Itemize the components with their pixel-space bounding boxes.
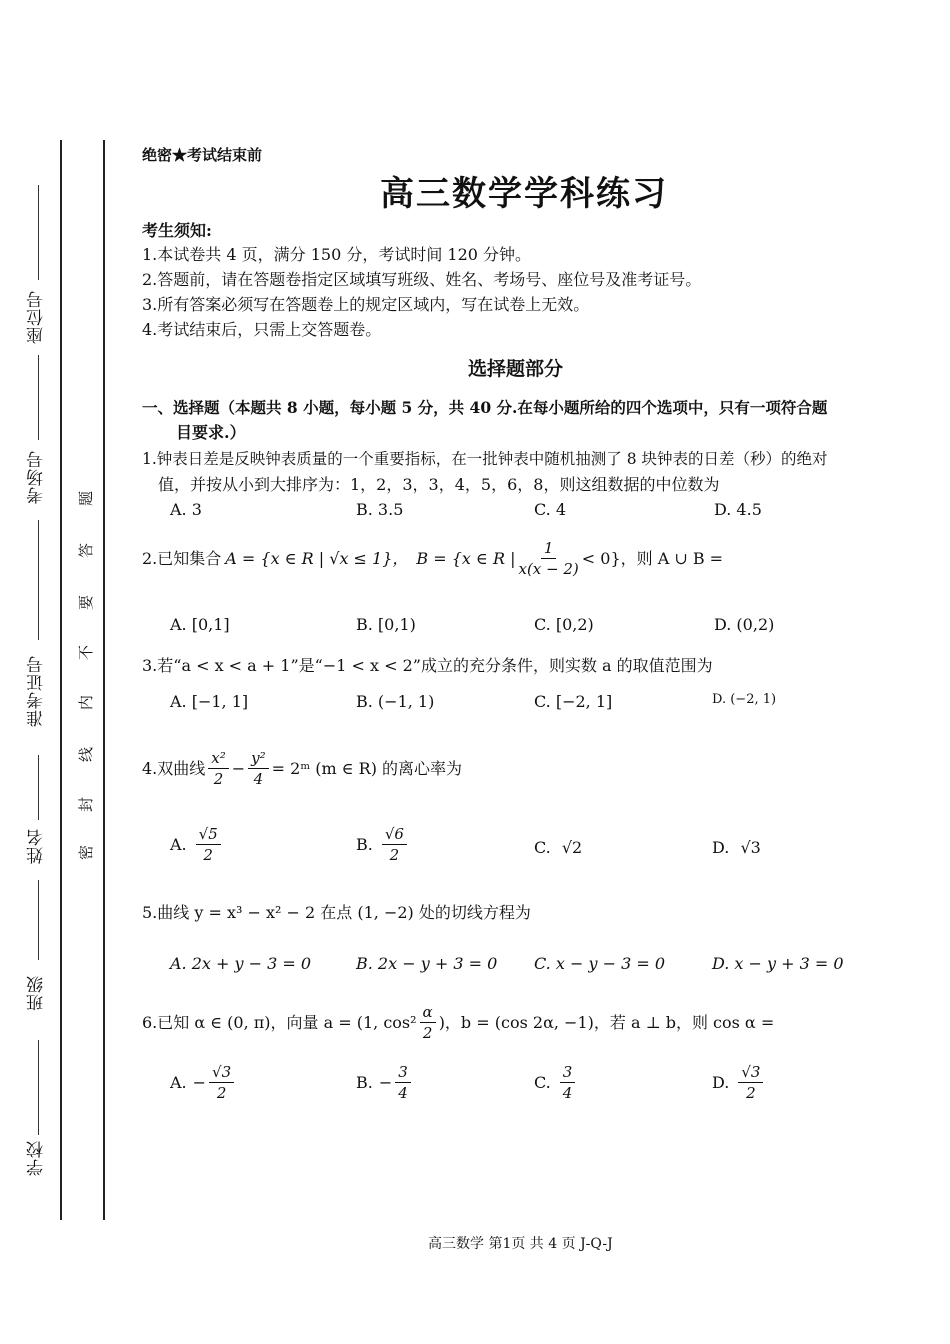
question-5-text: 5.曲线 y = x³ − x² − 2 在点 (1, −2) 处的切线方程为 <box>142 903 531 922</box>
q4-fraction-2 <box>248 748 269 789</box>
confidential-mark: 绝密★考试结束前 <box>142 146 263 164</box>
school-underline <box>38 1040 39 1135</box>
school-label: 学校 <box>27 1140 47 1176</box>
section-intro: 一、选择题（本题共 8 小题，每小题 5 分，共 40 分.在每小题所给的四个选项中，只有一项符合题 <box>142 398 828 417</box>
seal-char: 答 <box>77 542 96 559</box>
q4-option-c-label: C. <box>534 838 551 857</box>
q1-option-a: A. 3 <box>170 500 202 519</box>
q4-f2-den: 4 <box>253 770 264 788</box>
q1-option-c: C. 4 <box>534 500 567 519</box>
seal-char: 封 <box>77 796 96 813</box>
q2-set-b-post: < 0}，则 A ∪ B = <box>581 549 724 568</box>
seal-char: 不 <box>77 644 96 661</box>
q4-option-c-value: √2 <box>561 838 583 857</box>
section-title: 选择题部分 <box>468 358 564 380</box>
frac-num: 3 <box>560 1062 576 1083</box>
question-4-text <box>142 748 462 789</box>
frac-num: √3 <box>738 1062 763 1083</box>
frac-den: 2 <box>746 1084 756 1102</box>
q6-option-d-label: D. <box>712 1073 730 1092</box>
q6-frac-den: 2 <box>422 1024 433 1042</box>
q3-option-d: D. (−2, 1) <box>712 692 777 707</box>
q3-option-a: A. [−1, 1] <box>170 692 249 711</box>
q2-frac-num: 1 <box>541 538 557 559</box>
q3-option-c: C. [−2, 1] <box>534 692 613 711</box>
q6-option-d <box>712 1062 766 1103</box>
notice-heading: 考生须知: <box>142 221 212 240</box>
q5-option-b: B. 2x − y + 3 = 0 <box>356 954 498 973</box>
frac-den: 2 <box>389 846 400 864</box>
q2-frac-den: x(x − 2) <box>518 560 579 578</box>
q5-option-d: D. x − y + 3 = 0 <box>712 954 844 973</box>
frac-den: 4 <box>562 1084 573 1102</box>
frac-den: 2 <box>203 846 213 864</box>
q6-option-c-label: C. <box>534 1073 551 1092</box>
frac-num: √5 <box>196 824 221 845</box>
q2-option-b: B. [0,1) <box>356 615 416 634</box>
room-underline <box>38 355 39 440</box>
q2-set-a: A = {x ∈ R | √x ≤ 1}， <box>225 549 409 568</box>
seal-char: 线 <box>77 746 96 763</box>
q6-prefix: 6.已知 α ∈ (0, π)，向量 a = (1, cos² <box>142 1013 417 1032</box>
class-underline <box>38 880 39 960</box>
q1-option-d: D. 4.5 <box>714 500 762 519</box>
q4-option-b-label: B. <box>356 835 373 854</box>
frac-num: √3 <box>209 1062 234 1083</box>
q6-option-b-label: B. <box>356 1073 373 1092</box>
page-footer: 高三数学 第1页 共 4 页 J-Q-J <box>428 1236 613 1252</box>
page-title: 高三数学学科练习 <box>380 174 668 214</box>
notice-item: 3.所有答案必须写在答题卷上的规定区域内，写在试卷上无效。 <box>142 295 590 314</box>
q6-option-c <box>534 1062 578 1103</box>
q2-prefix: 2.已知集合 <box>142 549 222 568</box>
q4-option-b <box>356 824 410 865</box>
question-1-text: 1.钟表日差是反映钟表质量的一个重要指标，在一批钟表中随机抽测了 8 块钟表的日差（秒）的绝对 <box>142 450 828 468</box>
question-1-text: 值，并按从小到大排序为：1，2，3，3，4，5，6，8，则这组数据的中位数为 <box>158 475 720 494</box>
q2-set-b-pre: B = {x ∈ R | <box>416 549 516 568</box>
q6-option-a-sign: − <box>192 1073 207 1092</box>
q5-option-c: C. x − y − 3 = 0 <box>534 954 665 973</box>
question-3-text: 3.若“a < x < a + 1”是“−1 < x < 2”成立的充分条件，则实数 a 的取值范围为 <box>142 656 713 675</box>
notice-item: 2.答题前，请在答题卷指定区域填写班级、姓名、考场号、座位号及准考证号。 <box>142 270 702 289</box>
notice-item: 4.考试结束后，只需上交答题卷。 <box>142 320 382 339</box>
q2-option-c: C. [0,2) <box>534 615 594 634</box>
q6-suffix: )，b = (cos 2α, −1)，若 a ⊥ b，则 cos α = <box>438 1013 775 1032</box>
room-label: 考场号 <box>27 450 47 504</box>
q4-option-c <box>534 838 582 857</box>
seal-char: 要 <box>77 594 96 611</box>
q6-option-b-frac <box>395 1062 411 1103</box>
q4-prefix: 4.双曲线 <box>142 759 206 778</box>
q4-fraction-1 <box>208 748 228 789</box>
q6-fraction <box>420 1002 436 1043</box>
q4-option-a-frac <box>196 824 221 865</box>
question-2-text <box>142 538 723 579</box>
q4-option-a <box>170 824 224 865</box>
q4-f1-num: x² <box>208 748 228 769</box>
frac-den: 4 <box>398 1084 408 1102</box>
ticket-label: 准考证号 <box>27 655 47 727</box>
class-label: 班级 <box>27 975 47 1011</box>
q6-option-c-frac <box>560 1062 576 1103</box>
q6-option-b <box>356 1062 414 1103</box>
notice-item: 1.本试卷共 4 页，满分 150 分，考试时间 120 分钟。 <box>142 245 532 264</box>
binding-line-outer <box>60 140 62 1220</box>
q4-f2-num: y² <box>248 748 269 769</box>
name-underline <box>38 755 39 820</box>
section-intro: 目要求.） <box>176 423 246 442</box>
q4-f1-den: 2 <box>213 770 224 788</box>
q6-option-d-frac <box>738 1062 763 1103</box>
seat-label: 座位号 <box>27 290 47 344</box>
name-label: 姓名 <box>27 828 47 864</box>
frac-num: 3 <box>395 1062 411 1083</box>
question-6-text <box>142 1002 774 1043</box>
q5-option-a: A. 2x + y − 3 = 0 <box>170 954 312 973</box>
q4-option-d-value: √3 <box>740 838 761 857</box>
seal-char: 题 <box>77 490 96 507</box>
q6-option-a-label: A. <box>170 1073 187 1092</box>
q2-fraction <box>518 538 578 579</box>
q4-option-d <box>712 838 761 857</box>
q4-minus: − <box>231 759 246 778</box>
binding-line-inner <box>103 140 105 1220</box>
seal-char: 内 <box>77 694 96 711</box>
q6-option-b-sign: − <box>378 1073 393 1092</box>
q6-frac-num: α <box>420 1002 436 1023</box>
q3-option-b: B. (−1, 1) <box>356 692 435 711</box>
seat-underline <box>38 185 39 280</box>
frac-num: √6 <box>382 824 407 845</box>
seal-char: 密 <box>77 844 96 861</box>
q6-option-a-frac <box>209 1062 234 1103</box>
frac-den: 2 <box>216 1084 227 1102</box>
q4-option-a-label: A. <box>170 835 187 854</box>
q4-option-d-label: D. <box>712 838 730 857</box>
q1-option-b: B. 3.5 <box>356 500 404 519</box>
q2-option-a: A. [0,1] <box>170 615 230 634</box>
q2-option-d: D. (0,2) <box>714 615 775 634</box>
q4-option-b-frac <box>382 824 407 865</box>
q6-option-a <box>170 1062 237 1103</box>
ticket-underline <box>38 520 39 640</box>
q4-suffix: = 2ᵐ (m ∈ R) 的离心率为 <box>271 759 463 778</box>
